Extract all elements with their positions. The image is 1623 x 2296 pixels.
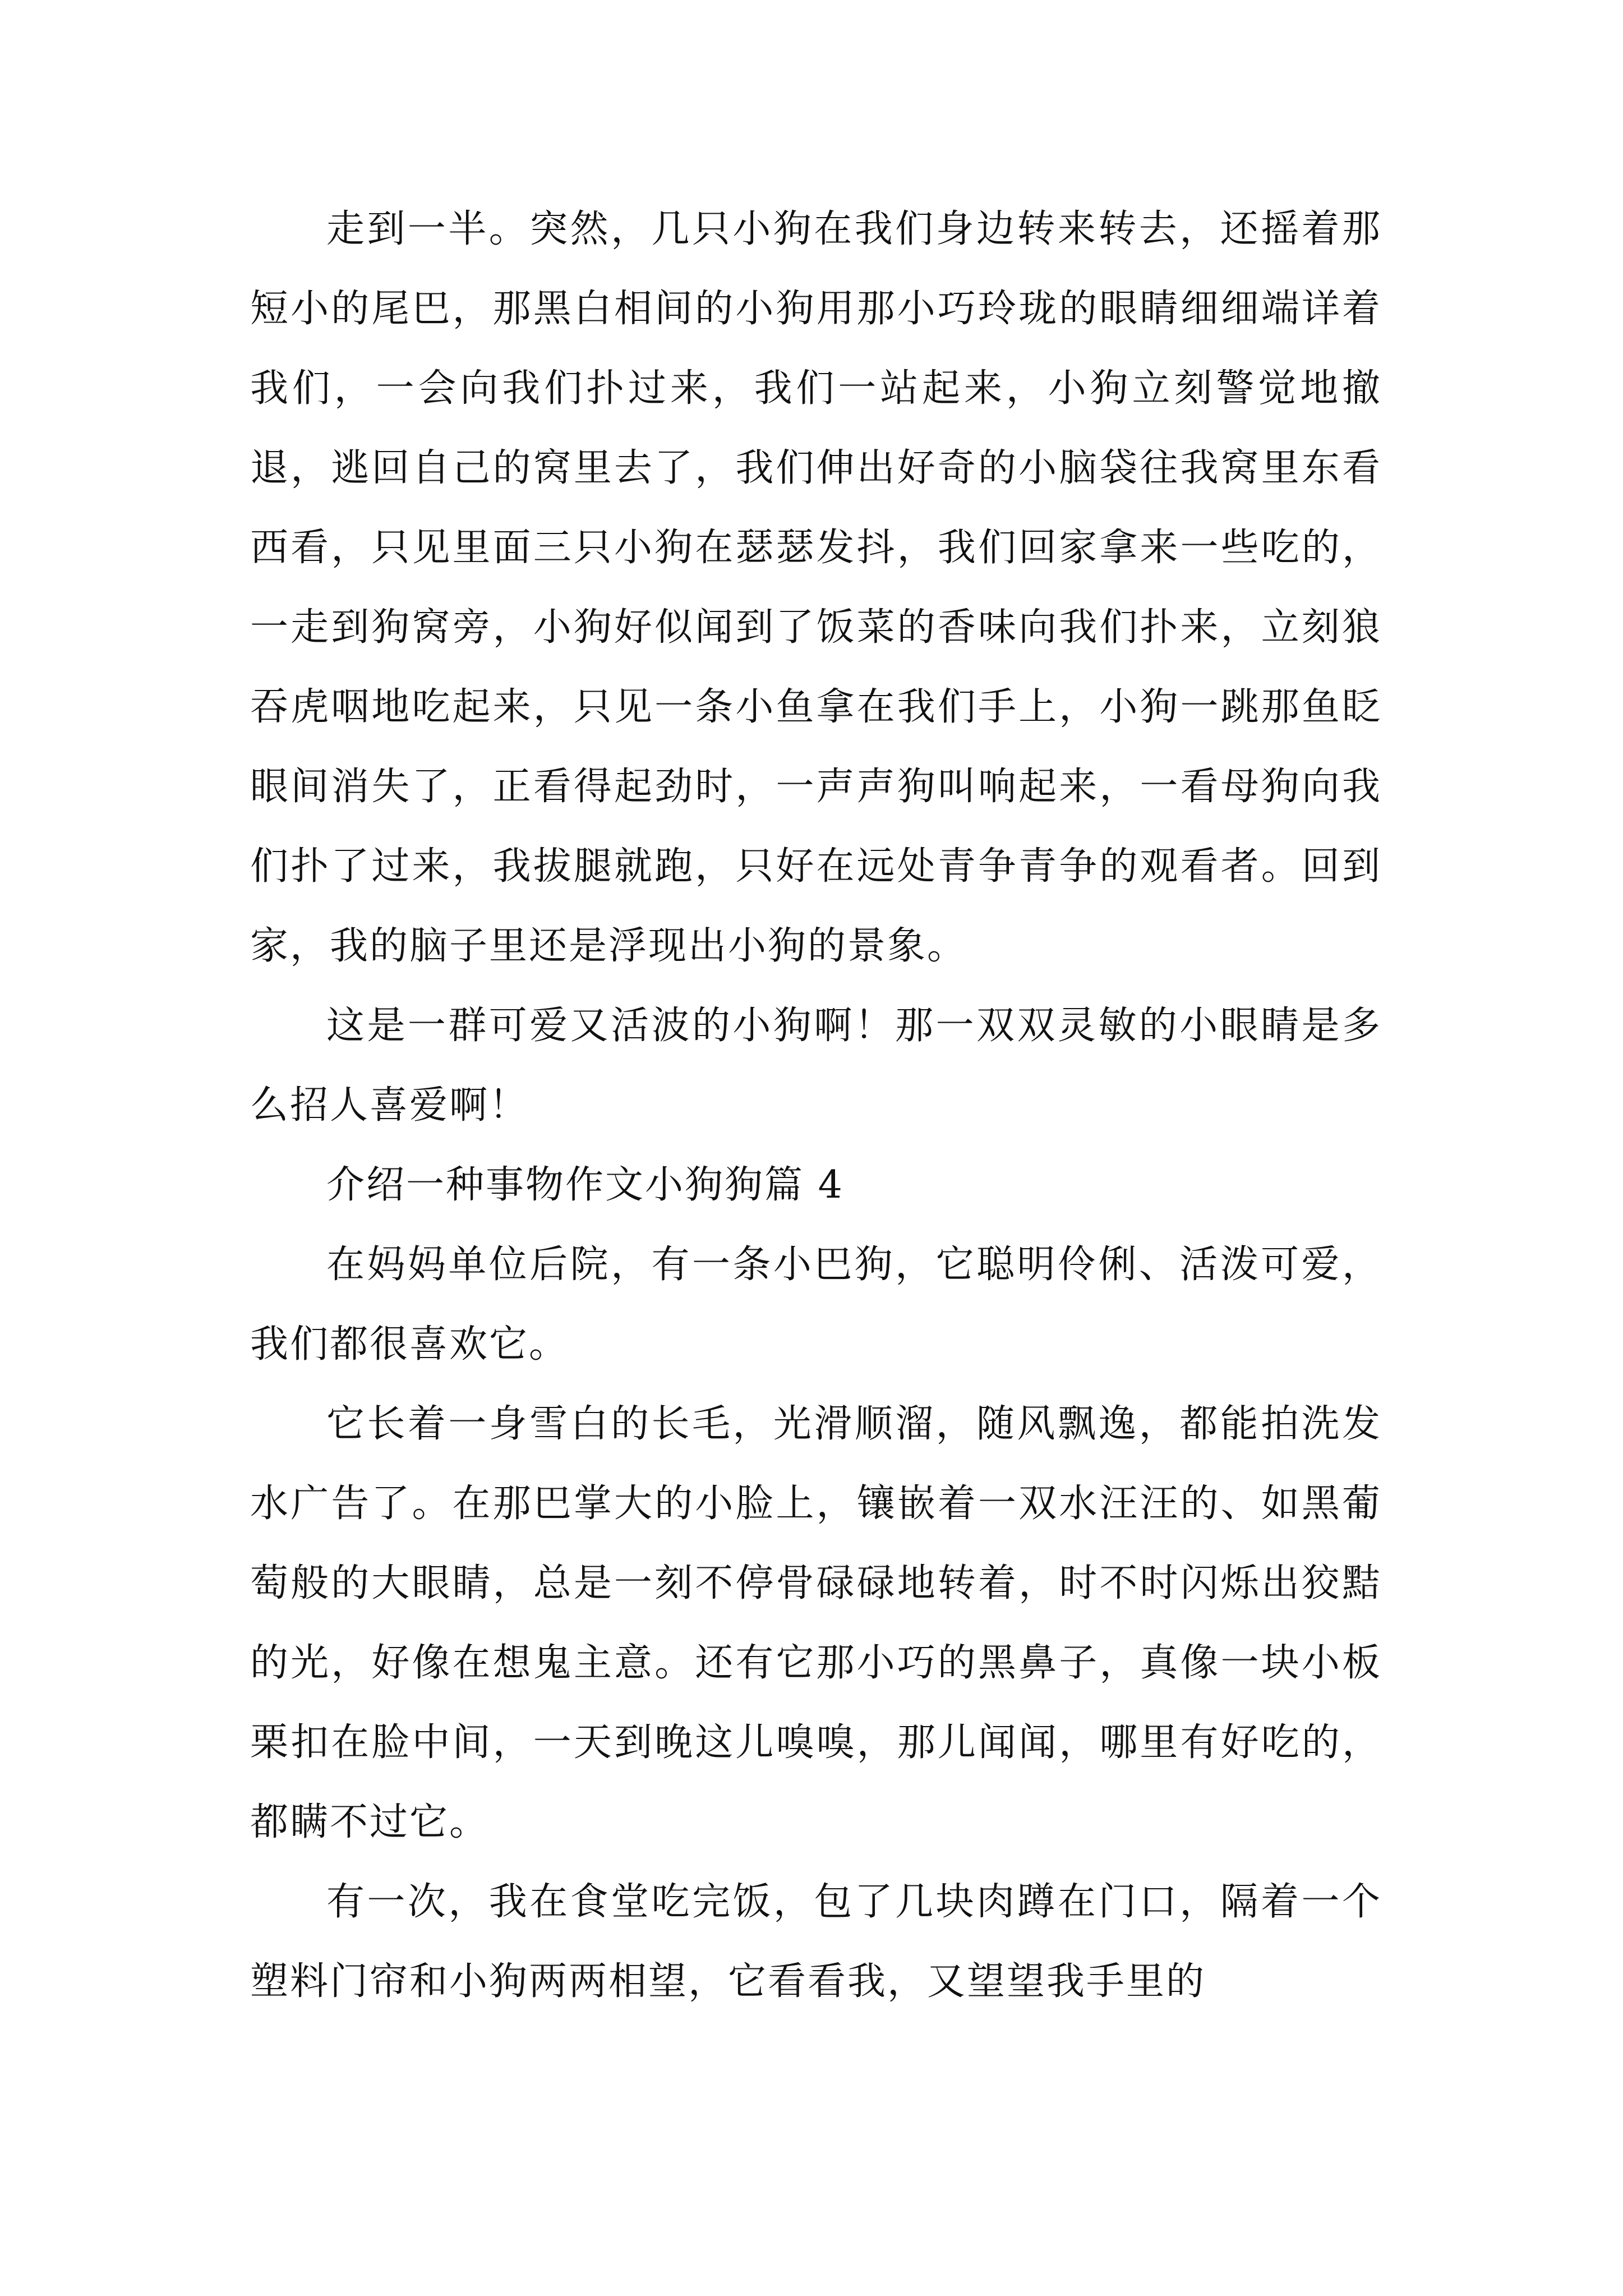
section-heading: 介绍一种事物作文小狗狗篇 4 [326, 1163, 844, 1207]
paragraph-2: 这是一群可爱又活波的小狗啊！那一双双灵敏的小眼睛是多么招人喜爱啊！ [250, 1004, 1382, 1128]
document-body [250, 190, 1382, 2022]
paragraph-1: 走到一半。突然，几只小狗在我们身边转来转去，还摇着那短小的尾巴，那黑白相间的小狗用那小巧玲珑的眼睛细细端详着我们，一会向我们扑过来，我们一站起来，小狗立刻警觉地撤退，逃回自己的窝里去了，我们伸出好奇的小脑袋往我窝里东看西看，只见里面三只小狗在瑟瑟发抖，我们回家拿来一些吃的，一走到狗窝旁，小狗好似闻到了饭菜的香味向我们扑来，立刻狼吞虎咽地吃起来，只见一条小鱼拿在我们手上，小狗一跳那鱼眨眼间消失了，正看得起劲时，一声声狗叫响起来，一看母狗向我们扑了过来，我拔腿就跑，只好在远处青争青争的观看者。回到家，我的脑子里还是浮现出小狗的景象。 [250, 207, 1382, 968]
paragraph-4: 它长着一身雪白的长毛，光滑顺溜，随风飘逸，都能拍洗发水广告了。在那巴掌大的小脸上，镶嵌着一双水汪汪的、如黑葡萄般的大眼睛，总是一刻不停骨碌碌地转着，时不时闪烁出狡黠的光，好像在想鬼主意。还有它那小巧的黑鼻子，真像一块小板栗扣在脸中间，一天到晚这儿嗅嗅，那儿闻闻，哪里有好吃的，都瞒不过它。 [250, 1402, 1382, 1844]
paragraph-5: 有一次，我在食堂吃完饭，包了几块肉蹲在门口，隔着一个塑料门帘和小狗两两相望，它看看我，又望望我手里的 [250, 1880, 1382, 2004]
paragraph-3: 在妈妈单位后院，有一条小巴狗，它聪明伶俐、活泼可爱，我们都很喜欢它。 [250, 1243, 1382, 1366]
